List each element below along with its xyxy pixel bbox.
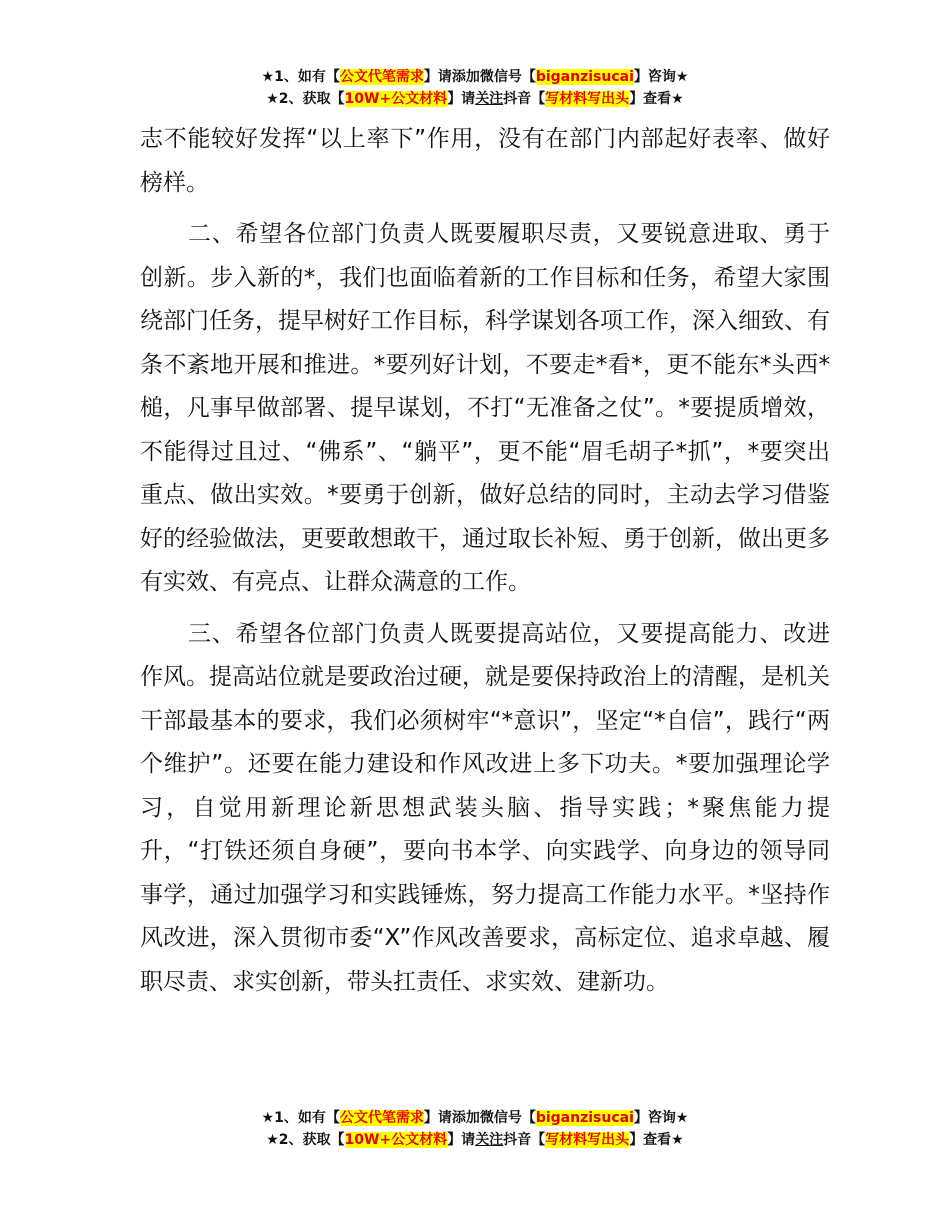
header-ad-banner xyxy=(0,66,950,110)
ad-line-1 xyxy=(0,1107,950,1129)
ad-text: 】查看★ xyxy=(629,1132,684,1148)
ad-highlight: 10W+公文材料 xyxy=(344,1132,448,1148)
ad-line-1 xyxy=(0,66,950,88)
ad-text: ★1、如有【 xyxy=(261,1110,340,1126)
ad-text: 】咨询★ xyxy=(633,1110,689,1126)
footer-ad-banner xyxy=(0,1107,950,1151)
ad-text: 】请添加微信号【 xyxy=(423,69,536,85)
ad-text: 】请 xyxy=(447,91,476,107)
ad-highlight-wechat-id: biganzisucai xyxy=(535,69,634,85)
ad-line-2 xyxy=(0,88,950,110)
ad-text: ★1、如有【 xyxy=(261,69,340,85)
ad-highlight: 公文代笔需求 xyxy=(339,1110,424,1126)
ad-text: 抖音【 xyxy=(503,91,546,107)
ad-highlight-wechat-id: biganzisucai xyxy=(535,1110,634,1126)
ad-underlined-text: 关注 xyxy=(475,1132,504,1148)
ad-text: ★2、获取【 xyxy=(266,91,345,107)
ad-highlight: 写材料写出头 xyxy=(545,91,630,107)
ad-text: 】咨询★ xyxy=(633,69,689,85)
paragraph-section-two: 二、希望各位部门负责人既要履职尽责，又要锐意进取、勇于创新。步入新的*，我们也面临着新的工作目标和任务，希望大家围绕部门任务，提早树好工作目标，科学谋划各项工作，深入细致、有条不紊地开展和推进。*要列好计划，不要走*看*，更不能东*头西*槌，凡事早做部署、提早谋划，不打“无准备之仗”。*要提质增效，不能得过且过、“佛系”、“躺平”，更不能“眉毛胡子*抓”，*要突出重点、做出实效。*要勇于创新，做好总结的同时，主动去学习借鉴好的经验做法，更要敢想敢干，通过取长补短、勇于创新，做出更多有实效、有亮点、让群众满意的工作。 xyxy=(140,221,830,595)
ad-underlined-text: 关注 xyxy=(475,91,504,107)
ad-text: 】请 xyxy=(447,1132,476,1148)
ad-text: 】查看★ xyxy=(629,91,684,107)
ad-highlight: 10W+公文材料 xyxy=(344,91,448,107)
ad-text: 抖音【 xyxy=(503,1132,546,1148)
document-body xyxy=(140,118,830,1004)
paragraph-continuation: 志不能较好发挥“以上率下”作用，没有在部门内部起好表率、做好榜样。 xyxy=(140,126,830,196)
paragraph-section-three: 三、希望各位部门负责人既要提高站位，又要提高能力、改进作风。提高站位就是要政治过硬，就是要保持政治上的清醒，是机关干部最基本的要求，我们必须树牢“*意识”，坚定“*自信”，践行“两个维护”。还要在能力建设和作风改进上多下功夫。*要加强理论学习，自觉用新理论新思想武装头脑、指导实践；*聚焦能力提升，“打铁还须自身硬”，要向书本学、向实践学、向身边的领导同事学，通过加强学习和实践锤炼，努力提高工作能力水平。*坚持作风改进，深入贯彻市委“X”作风改善要求，高标定位、追求卓越、履职尽责、求实创新，带头扛责任、求实效、建新功。 xyxy=(140,620,830,995)
ad-highlight: 写材料写出头 xyxy=(545,1132,630,1148)
ad-text: 】请添加微信号【 xyxy=(423,1110,536,1126)
ad-text: ★2、获取【 xyxy=(266,1132,345,1148)
ad-highlight: 公文代笔需求 xyxy=(339,69,424,85)
ad-line-2 xyxy=(0,1129,950,1151)
